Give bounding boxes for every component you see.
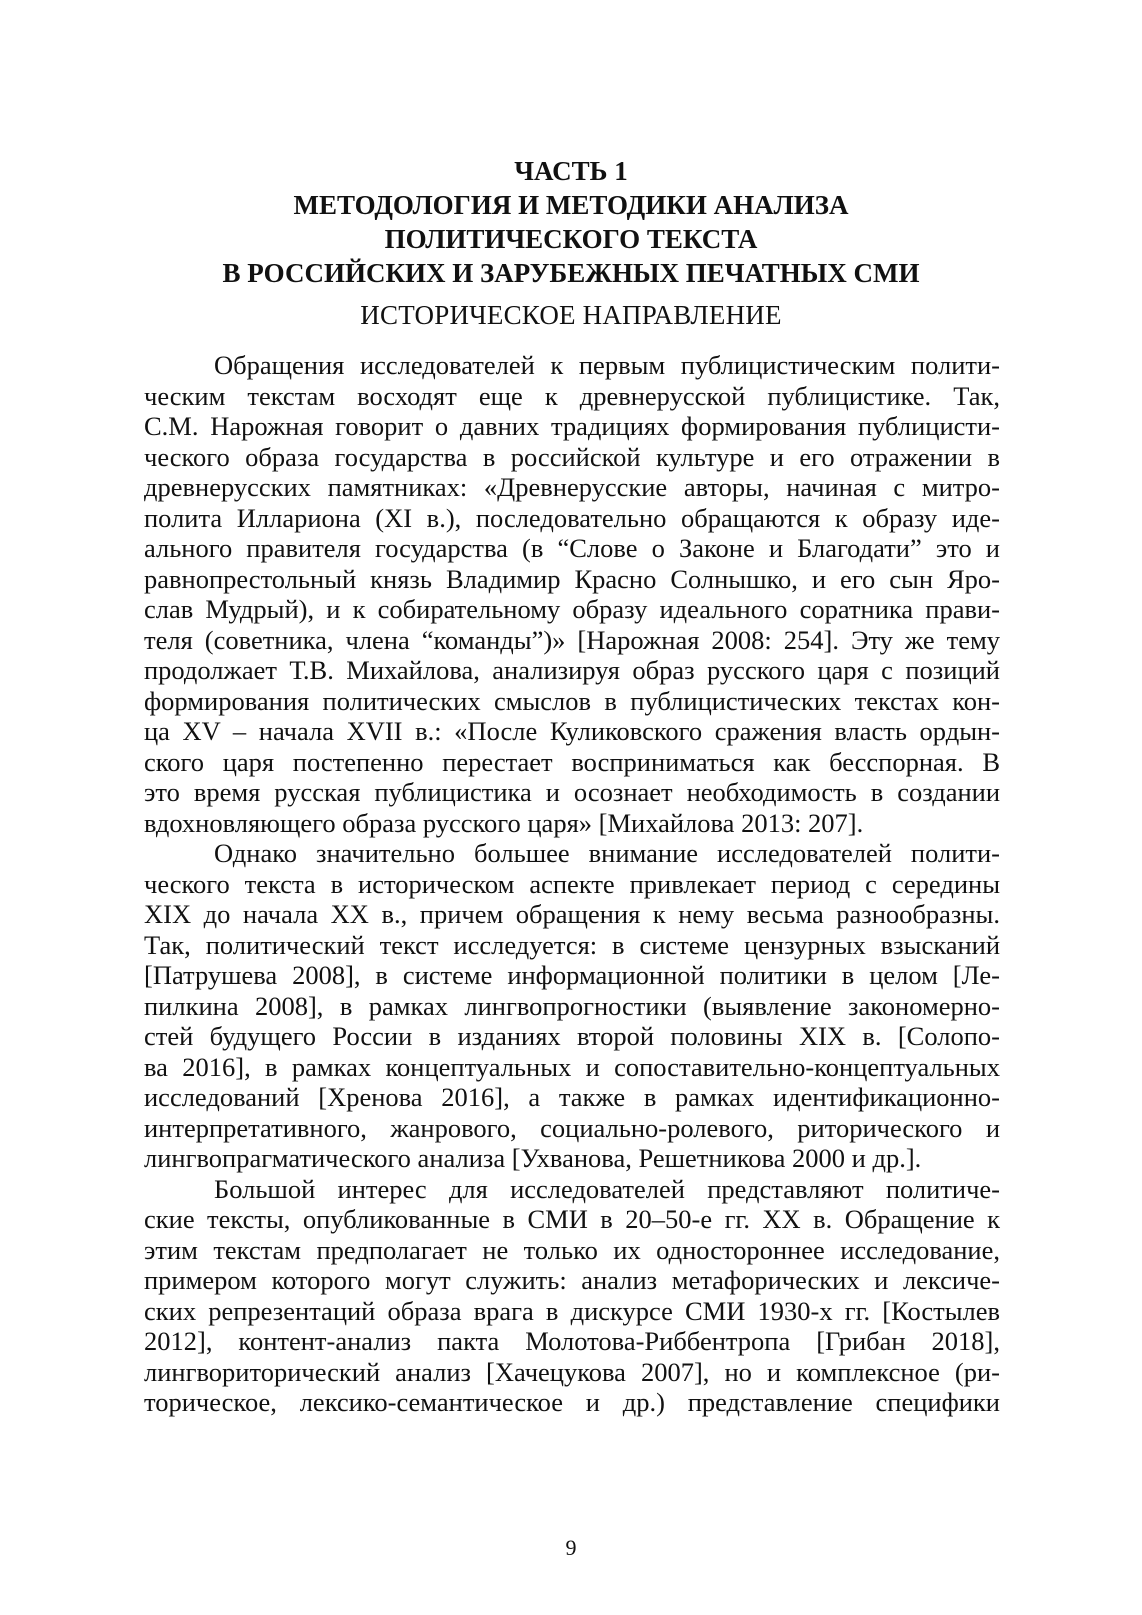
part-label: ЧАСТЬ 1 (514, 156, 628, 186)
text-line: Обращения исследователей к первым публицистическим полити- (214, 350, 1000, 380)
text-line: XIX до начала XX в., причем обращения к нему весьма разнообразны. (144, 899, 1000, 929)
text-line: полита Иллариона (XI в.), последовательно обращаются к образу иде- (144, 502, 1000, 533)
text-line: Так, политический текст исследуется: в системе цензурных взысканий (144, 929, 1000, 960)
text-line: теля (советника, члена “команды”)» [Нарожная 2008: 254]. Эту же тему (144, 624, 1000, 655)
text-line: лингвопрагматического анализа [Ухванова, Решетникова 2000 и др.]. (144, 1143, 922, 1173)
text-line: ческого текста в историческом аспекте привлекает период с середины (144, 868, 1000, 899)
text-line: интерпретативного, жанрового, социально-ролевого, риторического и (144, 1112, 1000, 1143)
text-line: этим текстам предполагает не только их одностороннее исследование, (144, 1234, 1000, 1265)
text-line: ских репрезентаций образа врага в дискурсе СМИ 1930-х гг. [Костылев (144, 1295, 1000, 1326)
chapter-heading (140, 154, 1002, 290)
text-line: С.М. Нарожная говорит о давних традициях формирования публицисти- (144, 411, 1000, 441)
paragraph (144, 1174, 1000, 1418)
text-line: лингвориторический анализ [Хачецукова 2007], но и комплексное (ри- (144, 1356, 1000, 1387)
text-line: ва 2016], в рамках концептуальных и сопоставительно-концептуальных (144, 1051, 1000, 1082)
text-line: пилкина 2008], в рамках лингвопрогностики (выявление закономерно- (144, 990, 1000, 1021)
text-line: ческим текстам восходят еще к древнерусской публицистике. Так, (144, 380, 1000, 411)
text-line: ца XV – начала XVII в.: «После Куликовского сражения власть ордын- (144, 716, 1000, 746)
text-line: вдохновляющего образа русского царя» [Михайлова 2013: 207]. (144, 807, 864, 838)
text-line: примером которого могут служить: анализ метафорических и лексиче- (144, 1265, 1000, 1295)
text-line: древнерусских памятниках: «Древнерусские авторы, начиная с митро- (144, 472, 1000, 502)
section-title: ИСТОРИЧЕСКОЕ НАПРАВЛЕНИЕ (360, 300, 782, 330)
part-title-line: В РОССИЙСКИХ И ЗАРУБЕЖНЫХ ПЕЧАТНЫХ СМИ (222, 258, 920, 288)
text-line: 2012], контент-анализ пакта Молотова-Риббентропа [Грибан 2018], (144, 1326, 1000, 1356)
paragraph (144, 838, 1000, 1174)
text-line: Однако значительно большее внимание исследователей полити- (214, 838, 1000, 868)
text-line: ского царя постепенно перестает восприниматься как бесспорная. В (144, 746, 1000, 777)
text-line: продолжает Т.В. Михайлова, анализируя образ русского царя с позиций (144, 655, 1000, 685)
part-title-line: ПОЛИТИЧЕСКОГО ТЕКСТА (384, 224, 758, 254)
text-line: торическое, лексико-семантическое и др.) представление специфики (144, 1387, 1000, 1417)
text-line: слав Мудрый), и к собирательному образу идеального соратника прави- (144, 594, 1000, 624)
text-line: ческого образа государства в российской культуре и его отражении в (144, 441, 1000, 472)
text-line: это время русская публицистика и осознает необходимость в создании (144, 777, 1000, 807)
text-line: равнопрестольный князь Владимир Красно Солнышко, и его сын Яро- (144, 563, 1000, 594)
text-line: ские тексты, опубликованные в СМИ в 20–50-е гг. XX в. Обращение к (144, 1204, 1000, 1234)
part-title-line: МЕТОДОЛОГИЯ И МЕТОДИКИ АНАЛИЗА (293, 190, 849, 220)
text-line: ального правителя государства (в “Слове о Законе и Благодати” это и (144, 533, 1000, 563)
text-line: формирования политических смыслов в публицистических текстах кон- (144, 685, 1000, 716)
page-number: 9 (565, 1535, 577, 1560)
paragraph (144, 350, 1000, 838)
text-line: Большой интерес для исследователей представляют политиче- (214, 1173, 1000, 1204)
text-line: стей будущего России в изданиях второй половины XIX в. [Солопо- (144, 1021, 1000, 1051)
text-line: [Патрушева 2008], в системе информационной политики в целом [Ле- (144, 960, 1000, 990)
body-text (144, 350, 1000, 1418)
text-line: исследований [Хренова 2016], а также в рамках идентификационно- (144, 1082, 1000, 1112)
